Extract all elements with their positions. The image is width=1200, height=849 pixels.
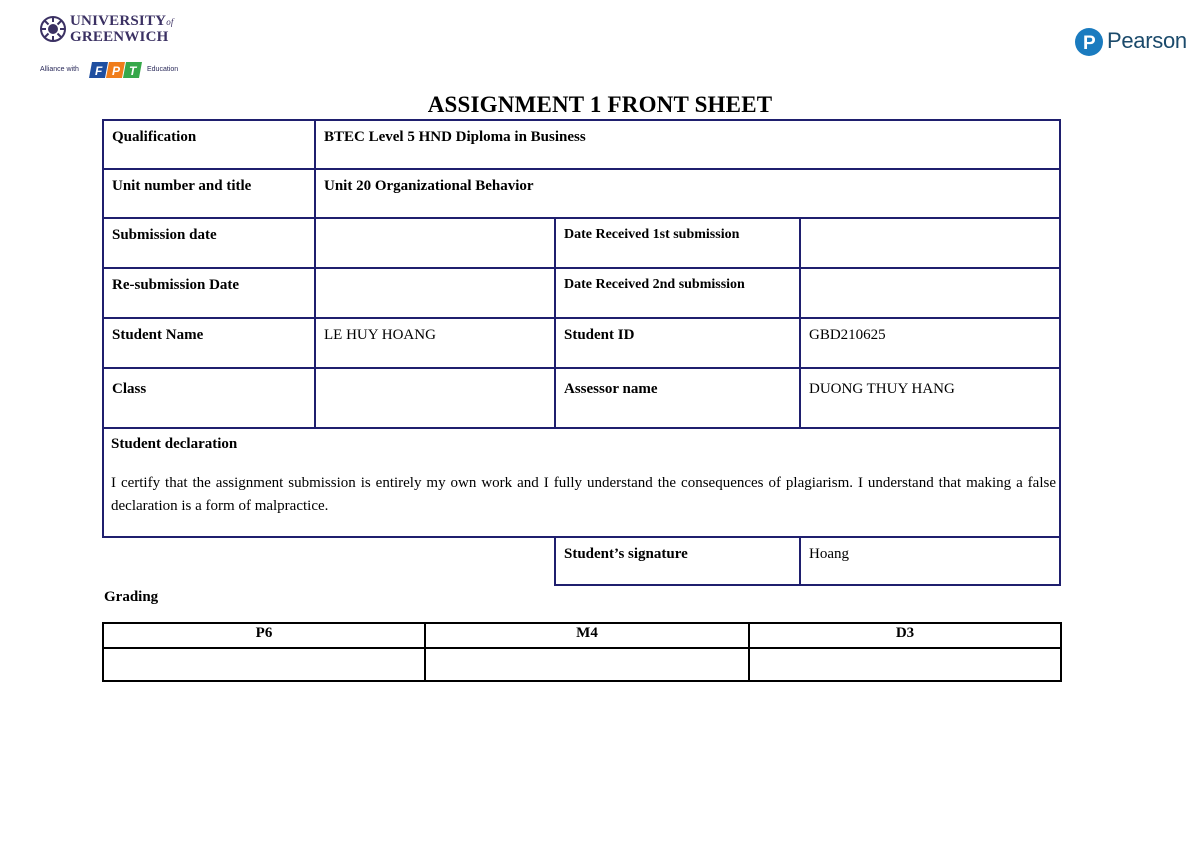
- class-field[interactable]: [316, 373, 554, 389]
- class-label: Class: [112, 381, 147, 397]
- resubmission-date-field[interactable]: [316, 269, 554, 285]
- qualification-value: BTEC Level 5 HND Diploma in Business: [324, 129, 586, 145]
- date-received-1-field[interactable]: [801, 219, 1059, 235]
- grading-header-m4: M4: [576, 625, 598, 641]
- student-id-label: Student ID: [564, 327, 635, 343]
- svg-text:F: F: [95, 64, 103, 78]
- grading-header-d3: D3: [895, 625, 915, 641]
- svg-text:P: P: [1083, 33, 1096, 54]
- assessor-field[interactable]: DUONG THUY HANG: [809, 381, 955, 397]
- student-name-field[interactable]: LE HUY HOANG: [324, 327, 436, 343]
- qualification-label: Qualification: [112, 129, 197, 145]
- submission-date-field[interactable]: [316, 219, 554, 235]
- grading-header-p6: P6: [255, 625, 273, 641]
- date-received-1-label: Date Received 1st submission: [564, 227, 740, 242]
- svg-text:T: T: [129, 64, 137, 78]
- grading-cell-d3[interactable]: [750, 653, 1060, 677]
- declaration-text: I certify that the assignment submission is entirely my own work and I fully understand the consequences of plagiarism. I understand that making a false declaration is a form of malpractice.: [111, 475, 1056, 514]
- grading-label: Grading: [104, 589, 159, 605]
- date-received-2-label: Date Received 2nd submission: [564, 277, 745, 292]
- unit-value: Unit 20 Organizational Behavior: [324, 178, 534, 194]
- greenwich-wordmark: UNIVERSITYof GREENWICH: [70, 13, 174, 45]
- pearson-p-icon: [1074, 27, 1104, 57]
- pearson-wordmark: Pearson: [1107, 28, 1187, 53]
- signature-label: Student’s signature: [564, 546, 688, 562]
- svg-text:P: P: [112, 64, 121, 78]
- date-received-2-field[interactable]: [801, 269, 1059, 285]
- submission-date-label: Submission date: [112, 227, 217, 243]
- resubmission-label: Re-submission Date: [112, 277, 240, 293]
- alliance-text: Alliance with: [40, 66, 79, 73]
- assessor-label: Assessor name: [564, 381, 658, 397]
- grading-cell-m4[interactable]: [426, 653, 748, 677]
- education-text: Education: [147, 66, 179, 73]
- student-name-label: Student Name: [112, 327, 204, 343]
- page-title: ASSIGNMENT 1 FRONT SHEET: [427, 92, 773, 117]
- declaration-title: Student declaration: [111, 436, 238, 452]
- signature-field[interactable]: Hoang: [809, 546, 849, 562]
- student-id-field[interactable]: GBD210625: [809, 327, 886, 343]
- greenwich-logo: [40, 14, 180, 84]
- unit-label: Unit number and title: [112, 178, 252, 194]
- grading-cell-p6[interactable]: [104, 653, 424, 677]
- fpt-logo: [88, 60, 146, 80]
- university-crest-icon: [40, 14, 66, 44]
